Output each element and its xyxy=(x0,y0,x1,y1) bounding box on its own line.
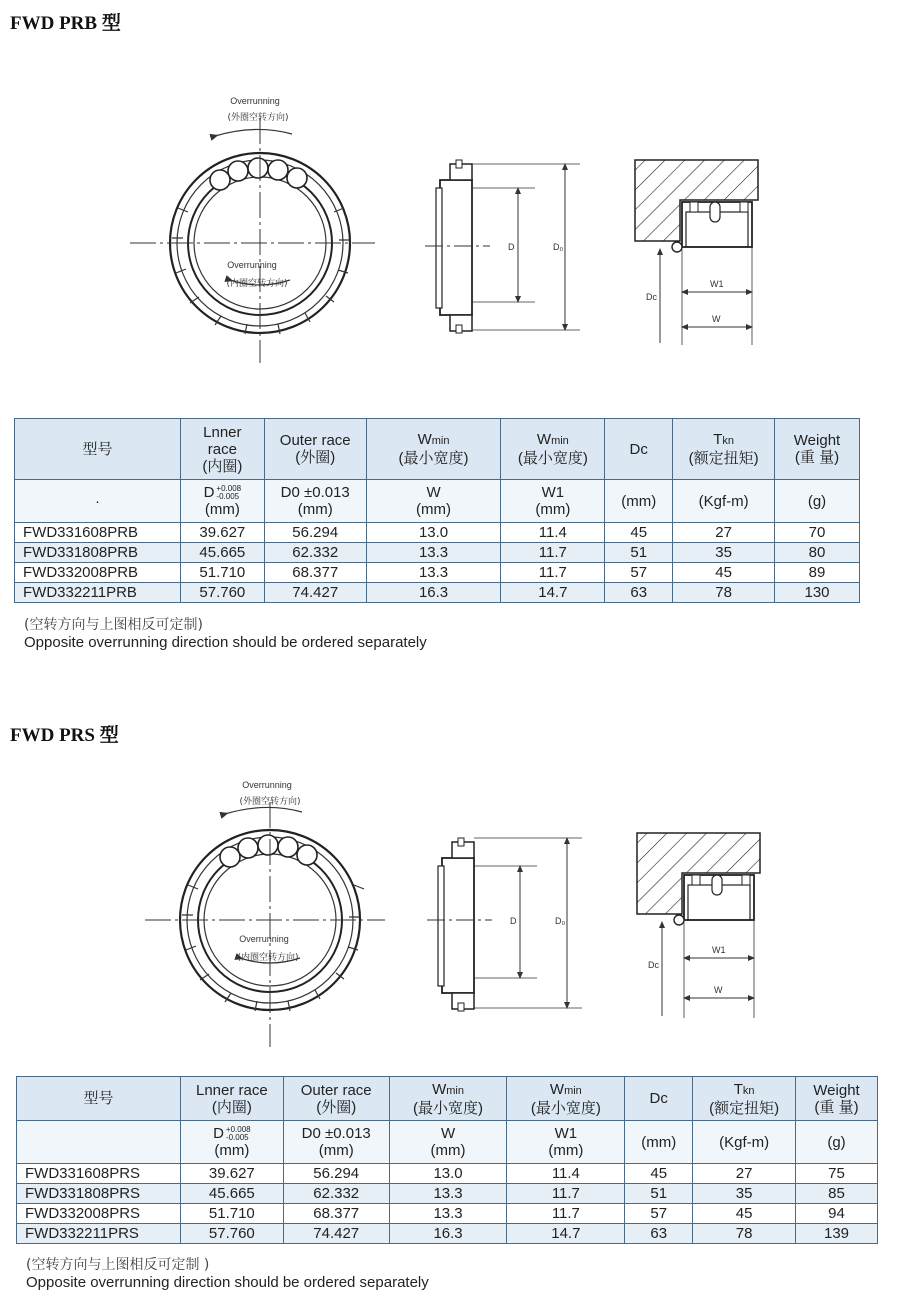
cell-weight: 80 xyxy=(775,543,860,563)
cell-model: FWD332008PRB xyxy=(15,563,181,583)
cell-inner: 45.665 xyxy=(180,543,264,563)
unit-tkn: (Kgf-m) xyxy=(693,1121,796,1164)
dim-w-label: W xyxy=(712,314,721,324)
unit-tkn: (Kgf-m) xyxy=(673,480,775,523)
table-row xyxy=(17,1184,878,1204)
col-inner-header: Lnner race (内圈) xyxy=(180,419,264,480)
unit-dc: (mm) xyxy=(625,1121,693,1164)
cell-weight: 85 xyxy=(796,1184,878,1204)
cell-w1: 11.7 xyxy=(501,543,605,563)
unit-weight: (g) xyxy=(796,1121,878,1164)
unit-inner: D +0.008 -0.005 (mm) xyxy=(180,480,264,523)
dim-w1-label: W1 xyxy=(710,279,724,289)
cell-outer: 68.377 xyxy=(264,563,366,583)
cell-weight: 89 xyxy=(775,563,860,583)
cell-dc: 45 xyxy=(625,1164,693,1184)
unit-weight: (g) xyxy=(775,480,860,523)
note-en: Opposite overrunning direction should be ordered separately xyxy=(26,1274,429,1291)
col-model-header: 型号 xyxy=(17,1077,181,1121)
cell-dc: 45 xyxy=(605,523,673,543)
col-wmin-header: Wmin (最小宽度) xyxy=(389,1077,507,1121)
cell-tkn: 27 xyxy=(693,1164,796,1184)
overrun-outer-label: Overrunning xyxy=(230,96,280,106)
section-title-prb: FWD PRB 型 xyxy=(10,13,121,34)
spec-table-prb xyxy=(14,418,860,603)
cell-w1: 11.7 xyxy=(507,1204,625,1224)
cell-tkn: 78 xyxy=(693,1224,796,1244)
cell-outer: 56.294 xyxy=(264,523,366,543)
dim-dc-label: Dᴄ xyxy=(648,960,659,970)
table-row xyxy=(15,543,860,563)
overrun-inner-label: Overrunning xyxy=(227,260,277,270)
table-row xyxy=(15,583,860,603)
cell-tkn: 78 xyxy=(673,583,775,603)
note-en: Opposite overrunning direction should be ordered separately xyxy=(24,634,427,651)
dim-d-label: D xyxy=(508,242,515,252)
cell-w: 16.3 xyxy=(389,1224,507,1244)
cell-model: FWD331808PRS xyxy=(17,1184,181,1204)
cell-w: 13.3 xyxy=(366,563,501,583)
cell-w1: 11.4 xyxy=(507,1164,625,1184)
note-cn: (空转方向与上图相反可定制 ) xyxy=(26,1257,210,1273)
col-dc-header: Dc xyxy=(625,1077,693,1121)
overrun-outer-cn-label: (外圈空转方向) xyxy=(239,797,301,807)
cell-weight: 139 xyxy=(796,1224,878,1244)
cell-w1: 11.4 xyxy=(501,523,605,543)
cell-dc: 57 xyxy=(605,563,673,583)
dim-dc-label: Dᴄ xyxy=(646,292,657,302)
note-cn: (空转方向与上图相反可定制) xyxy=(24,617,203,633)
col-wmin-header: Wmin (最小宽度) xyxy=(366,419,501,480)
cell-outer: 68.377 xyxy=(283,1204,389,1224)
installation-section-prb xyxy=(630,155,770,345)
cell-w1: 14.7 xyxy=(501,583,605,603)
ring-side-view-prs xyxy=(422,828,582,1023)
table-row xyxy=(17,1224,878,1244)
unit-w1: W1 (mm) xyxy=(501,480,605,523)
dim-do-label: D₀ xyxy=(553,242,564,252)
cell-outer: 74.427 xyxy=(264,583,366,603)
cell-tkn: 35 xyxy=(693,1184,796,1204)
overrun-outer-label: Overrunning xyxy=(242,780,292,790)
cell-dc: 51 xyxy=(605,543,673,563)
unit-w: W (mm) xyxy=(366,480,501,523)
cell-outer: 56.294 xyxy=(283,1164,389,1184)
cell-tkn: 45 xyxy=(693,1204,796,1224)
unit-model: · xyxy=(15,480,181,523)
cell-inner: 45.665 xyxy=(180,1184,283,1204)
section-title-prs: FWD PRS 型 xyxy=(10,725,119,746)
col-tkn-header: Tkn (额定扭矩) xyxy=(693,1077,796,1121)
dim-d-label: D xyxy=(510,916,517,926)
cell-inner: 51.710 xyxy=(180,1204,283,1224)
cell-w: 13.3 xyxy=(366,543,501,563)
installation-section-prs xyxy=(632,828,772,1018)
cell-tkn: 45 xyxy=(673,563,775,583)
cell-outer: 62.332 xyxy=(264,543,366,563)
col-dc-header: Dc xyxy=(605,419,673,480)
table-row xyxy=(17,1204,878,1224)
table-unit-row xyxy=(15,480,860,523)
col-outer-header: Outer race (外圈) xyxy=(264,419,366,480)
ring-front-view-prb xyxy=(120,88,380,368)
note-prb xyxy=(24,614,427,651)
ring-front-view-prs xyxy=(130,772,390,1052)
col-tkn-header: Tkn (额定扭矩) xyxy=(673,419,775,480)
overrun-inner-cn-label: (内圈空转方向) xyxy=(226,279,288,289)
col-w1min-header: Wmin (最小宽度) xyxy=(507,1077,625,1121)
unit-w: W (mm) xyxy=(389,1121,507,1164)
cell-tkn: 27 xyxy=(673,523,775,543)
table-header-row xyxy=(15,419,860,480)
cell-w1: 11.7 xyxy=(501,563,605,583)
col-weight-header: Weight (重 量) xyxy=(775,419,860,480)
cell-outer: 62.332 xyxy=(283,1184,389,1204)
cell-inner: 39.627 xyxy=(180,1164,283,1184)
cell-model: FWD331808PRB xyxy=(15,543,181,563)
cell-w: 16.3 xyxy=(366,583,501,603)
cell-model: FWD332008PRS xyxy=(17,1204,181,1224)
cell-w: 13.3 xyxy=(389,1184,507,1204)
cell-w: 13.0 xyxy=(389,1164,507,1184)
cell-model: FWD331608PRS xyxy=(17,1164,181,1184)
unit-w1: W1 (mm) xyxy=(507,1121,625,1164)
table-header-row xyxy=(17,1077,878,1121)
ring-side-view-prb xyxy=(420,150,580,345)
cell-inner: 51.710 xyxy=(180,563,264,583)
cell-w1: 11.7 xyxy=(507,1184,625,1204)
cell-model: FWD332211PRS xyxy=(17,1224,181,1244)
cell-tkn: 35 xyxy=(673,543,775,563)
unit-outer: D0 ±0.013 (mm) xyxy=(264,480,366,523)
cell-model: FWD332211PRB xyxy=(15,583,181,603)
col-model-header: 型号 xyxy=(15,419,181,480)
table-row xyxy=(15,523,860,543)
table-row xyxy=(15,563,860,583)
cell-w1: 14.7 xyxy=(507,1224,625,1244)
col-w1min-header: Wmin (最小宽度) xyxy=(501,419,605,480)
col-inner-header: Lnner race (内圈) xyxy=(180,1077,283,1121)
unit-inner: D +0.008 -0.005 (mm) xyxy=(180,1121,283,1164)
spec-table-prs xyxy=(16,1076,878,1244)
overrun-outer-cn-label: (外圈空转方向) xyxy=(227,113,289,123)
overrun-inner-cn-label: (内圈空转方向) xyxy=(237,953,299,963)
unit-dc: (mm) xyxy=(605,480,673,523)
note-prs xyxy=(26,1254,429,1291)
cell-inner: 57.760 xyxy=(180,1224,283,1244)
cell-dc: 63 xyxy=(605,583,673,603)
cell-dc: 63 xyxy=(625,1224,693,1244)
unit-outer: D0 ±0.013 (mm) xyxy=(283,1121,389,1164)
cell-model: FWD331608PRB xyxy=(15,523,181,543)
table-row xyxy=(17,1164,878,1184)
col-weight-header: Weight (重 量) xyxy=(796,1077,878,1121)
cell-inner: 39.627 xyxy=(180,523,264,543)
cell-dc: 51 xyxy=(625,1184,693,1204)
table-unit-row xyxy=(17,1121,878,1164)
col-outer-header: Outer race (外圈) xyxy=(283,1077,389,1121)
cell-weight: 94 xyxy=(796,1204,878,1224)
overrun-inner-label: Overrunning xyxy=(239,934,289,944)
unit-model xyxy=(17,1121,181,1164)
cell-w: 13.3 xyxy=(389,1204,507,1224)
dim-w1-label: W1 xyxy=(712,945,726,955)
dim-w-label: W xyxy=(714,985,723,995)
cell-weight: 130 xyxy=(775,583,860,603)
cell-dc: 57 xyxy=(625,1204,693,1224)
cell-w: 13.0 xyxy=(366,523,501,543)
cell-outer: 74.427 xyxy=(283,1224,389,1244)
dim-do-label: D₀ xyxy=(555,916,566,926)
cell-weight: 75 xyxy=(796,1164,878,1184)
cell-weight: 70 xyxy=(775,523,860,543)
cell-inner: 57.760 xyxy=(180,583,264,603)
